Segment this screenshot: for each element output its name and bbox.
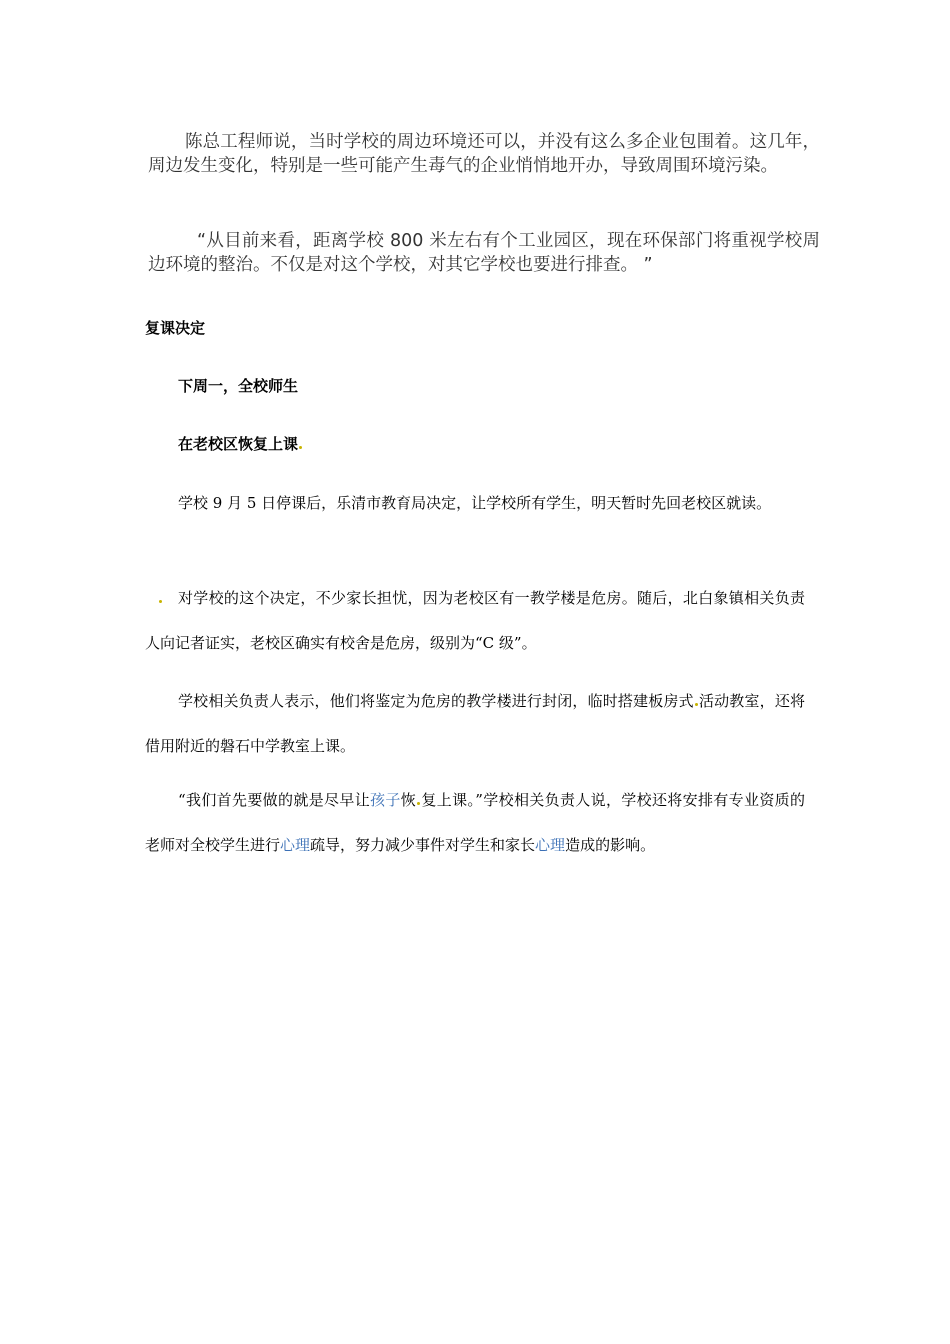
marker-dot xyxy=(417,802,420,805)
paragraph-text: 恢 xyxy=(400,791,417,809)
paragraph-text: 活动教室，还将借用附近的磐石中学教室上课。 xyxy=(145,692,805,755)
link-psychology[interactable]: 心理 xyxy=(280,836,311,854)
quote-paragraph-engineer: 陈总工程师说，当时学校的周边环境还可以，并没有这么多企业包围着。这几年，周边发生变化，特别是一些可能产生毒气的企业悄悄地开办，导致周围环境污染。 xyxy=(148,132,820,176)
paragraph-text: 学校相关负责人表示，他们将鉴定为危房的教学楼进行封闭，临时搭建板房式 xyxy=(178,692,694,710)
quote-paragraph-industrial-park: “从目前来看，距离学校 800 米左右有个工业园区，现在环保部门将重视学校周边环境的整治。不仅是对这个学校，对其它学校也要进行排查。 ” xyxy=(148,231,820,275)
marker-dot xyxy=(695,703,698,706)
paragraph-counseling xyxy=(145,778,805,868)
paragraph-text: 疏导，努力减少事件对学生和家长 xyxy=(310,836,536,854)
subheading-next-monday: 下周一，全校师生 xyxy=(178,377,299,395)
paragraph-temporary-classrooms xyxy=(145,679,805,769)
paragraph-suspension: 学校 9 月 5 日停课后，乐清市教育局决定，让学校所有学生，明天暂时先回老校区就读。 xyxy=(178,494,772,512)
paragraph-text: 复上课。”学校相关负责人说，学校还将安排有专业资质的老师对全校学生进行 xyxy=(145,791,805,854)
link-psychology[interactable]: 心理 xyxy=(535,836,566,854)
subheading-resume-classes xyxy=(178,434,303,454)
marker-dot xyxy=(299,446,302,449)
paragraph-parents-worry: 对学校的这个决定，不少家长担忧，因为老校区有一教学楼是危房。随后，北白象镇相关负责人向记者证实，老校区确实有校舍是危房，级别为“C 级”。 xyxy=(145,589,805,652)
paragraph-text: 造成的影响。 xyxy=(565,836,656,854)
subheading-resume-classes-text: 在老校区恢复上课 xyxy=(178,435,299,453)
link-children[interactable]: 孩子 xyxy=(370,791,401,809)
section-heading: 复课决定 xyxy=(145,319,206,337)
paragraph-text: “我们首先要做的就是尽早让 xyxy=(178,791,371,809)
